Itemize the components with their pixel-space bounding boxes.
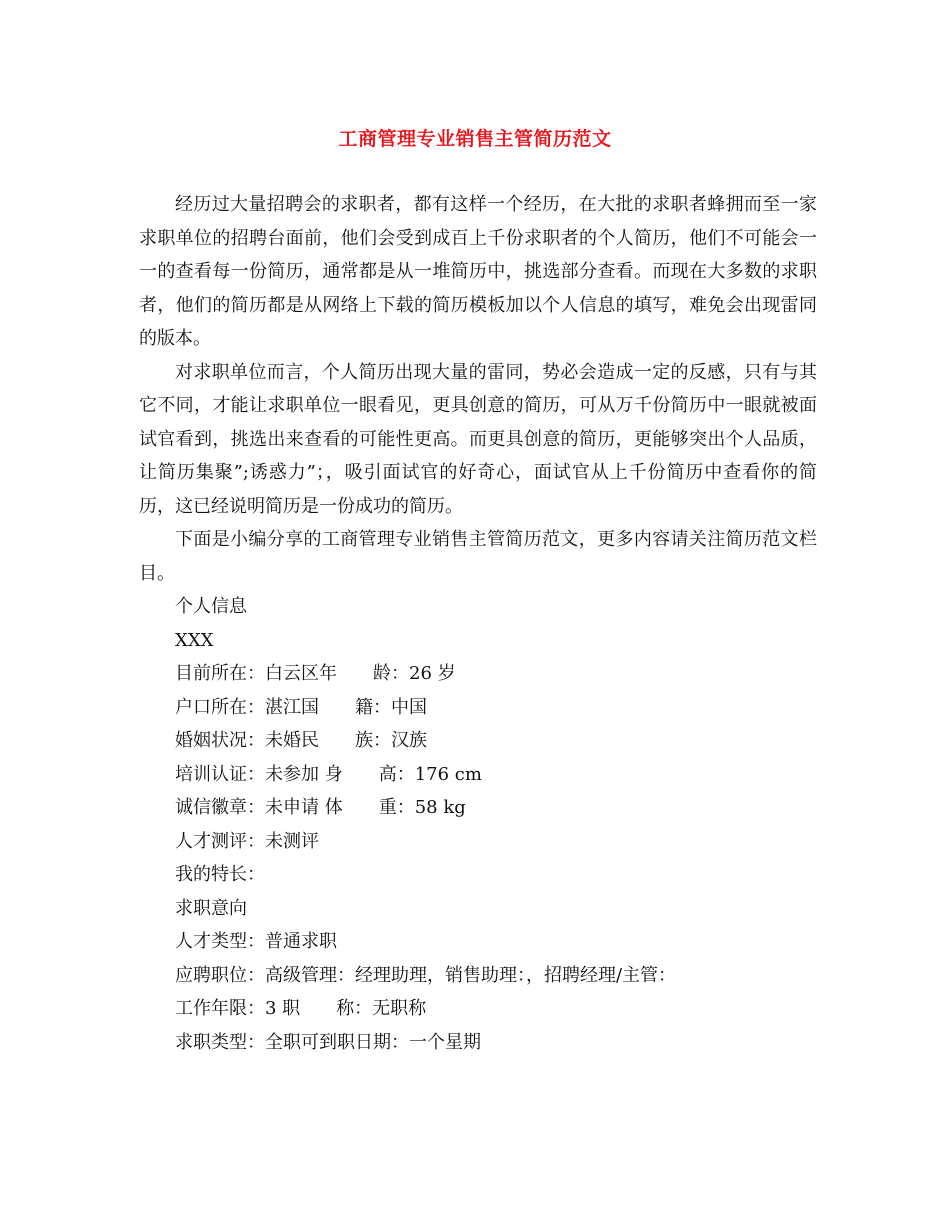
job-type-start-date-line: 求职类型：全职可到职日期：一个星期 [175,1031,481,1053]
section-heading-personal-info: 个人信息 [175,596,247,617]
creativity-paragraph: 对求职单位而言，个人简历出现大量的雷同，势必会造成一定的反感，只有与其它不同，才能让求职单位一眼看见，更具创意的简历，可从万千份简历中一眼就被面试官看到，挑选出来查看的可能性更高。而更具创意的简历，更能够突出个人品质，让简历集聚”;诱惑力”；，吸引面试官的好奇心，面试官从上千份简历中查看你的简历，这已经说明简历是一份成功的简历。 [139,361,817,517]
name-line: XXX [175,629,214,651]
integrity-weight-line: 诚信徽章：未申请 体 重：58 kg [175,797,466,818]
applied-position-line: 应聘职位：高级管理：经理助理，销售助理：，招聘经理/主管： [175,964,677,986]
work-years-title-line: 工作年限：3 职 称：无职称 [175,998,427,1019]
marital-ethnicity-line: 婚姻状况：未婚民 族：汉族 [175,730,427,751]
certification-height-line: 培训认证：未参加 身 高：176 cm [175,763,482,785]
specialty-line: 我的特长： [175,864,265,885]
hukou-nationality-line: 户口所在：湛江国 籍：中国 [175,696,427,718]
share-paragraph: 下面是小编分享的工商管理专业销售主管简历范文，更多内容请关注简历范文栏目。 [139,529,817,584]
document-body [139,188,817,1059]
section-heading-job-intention: 求职意向 [175,897,247,919]
location-age-line: 目前所在：白云区年 龄：26 岁 [175,663,456,684]
intro-paragraph: 经历过大量招聘会的求职者，都有这样一个经历，在大批的求职者蜂拥而至一家求职单位的招聘台面前，他们会受到成百上千份求职者的个人简历，他们不可能会一一的查看每一份简历，通常都是从一堆简历中，挑选部分查看。而现在大多数的求职者，他们的简历都是从网络上下载的简历模板加以个人信息的填写，难免会出现雷同的版本。 [139,194,817,349]
document-title: 工商管理专业销售主管简历范文 [338,128,612,150]
talent-assessment-line: 人才测评：未测评 [175,830,319,852]
talent-type-line: 人才类型：普通求职 [175,931,337,952]
